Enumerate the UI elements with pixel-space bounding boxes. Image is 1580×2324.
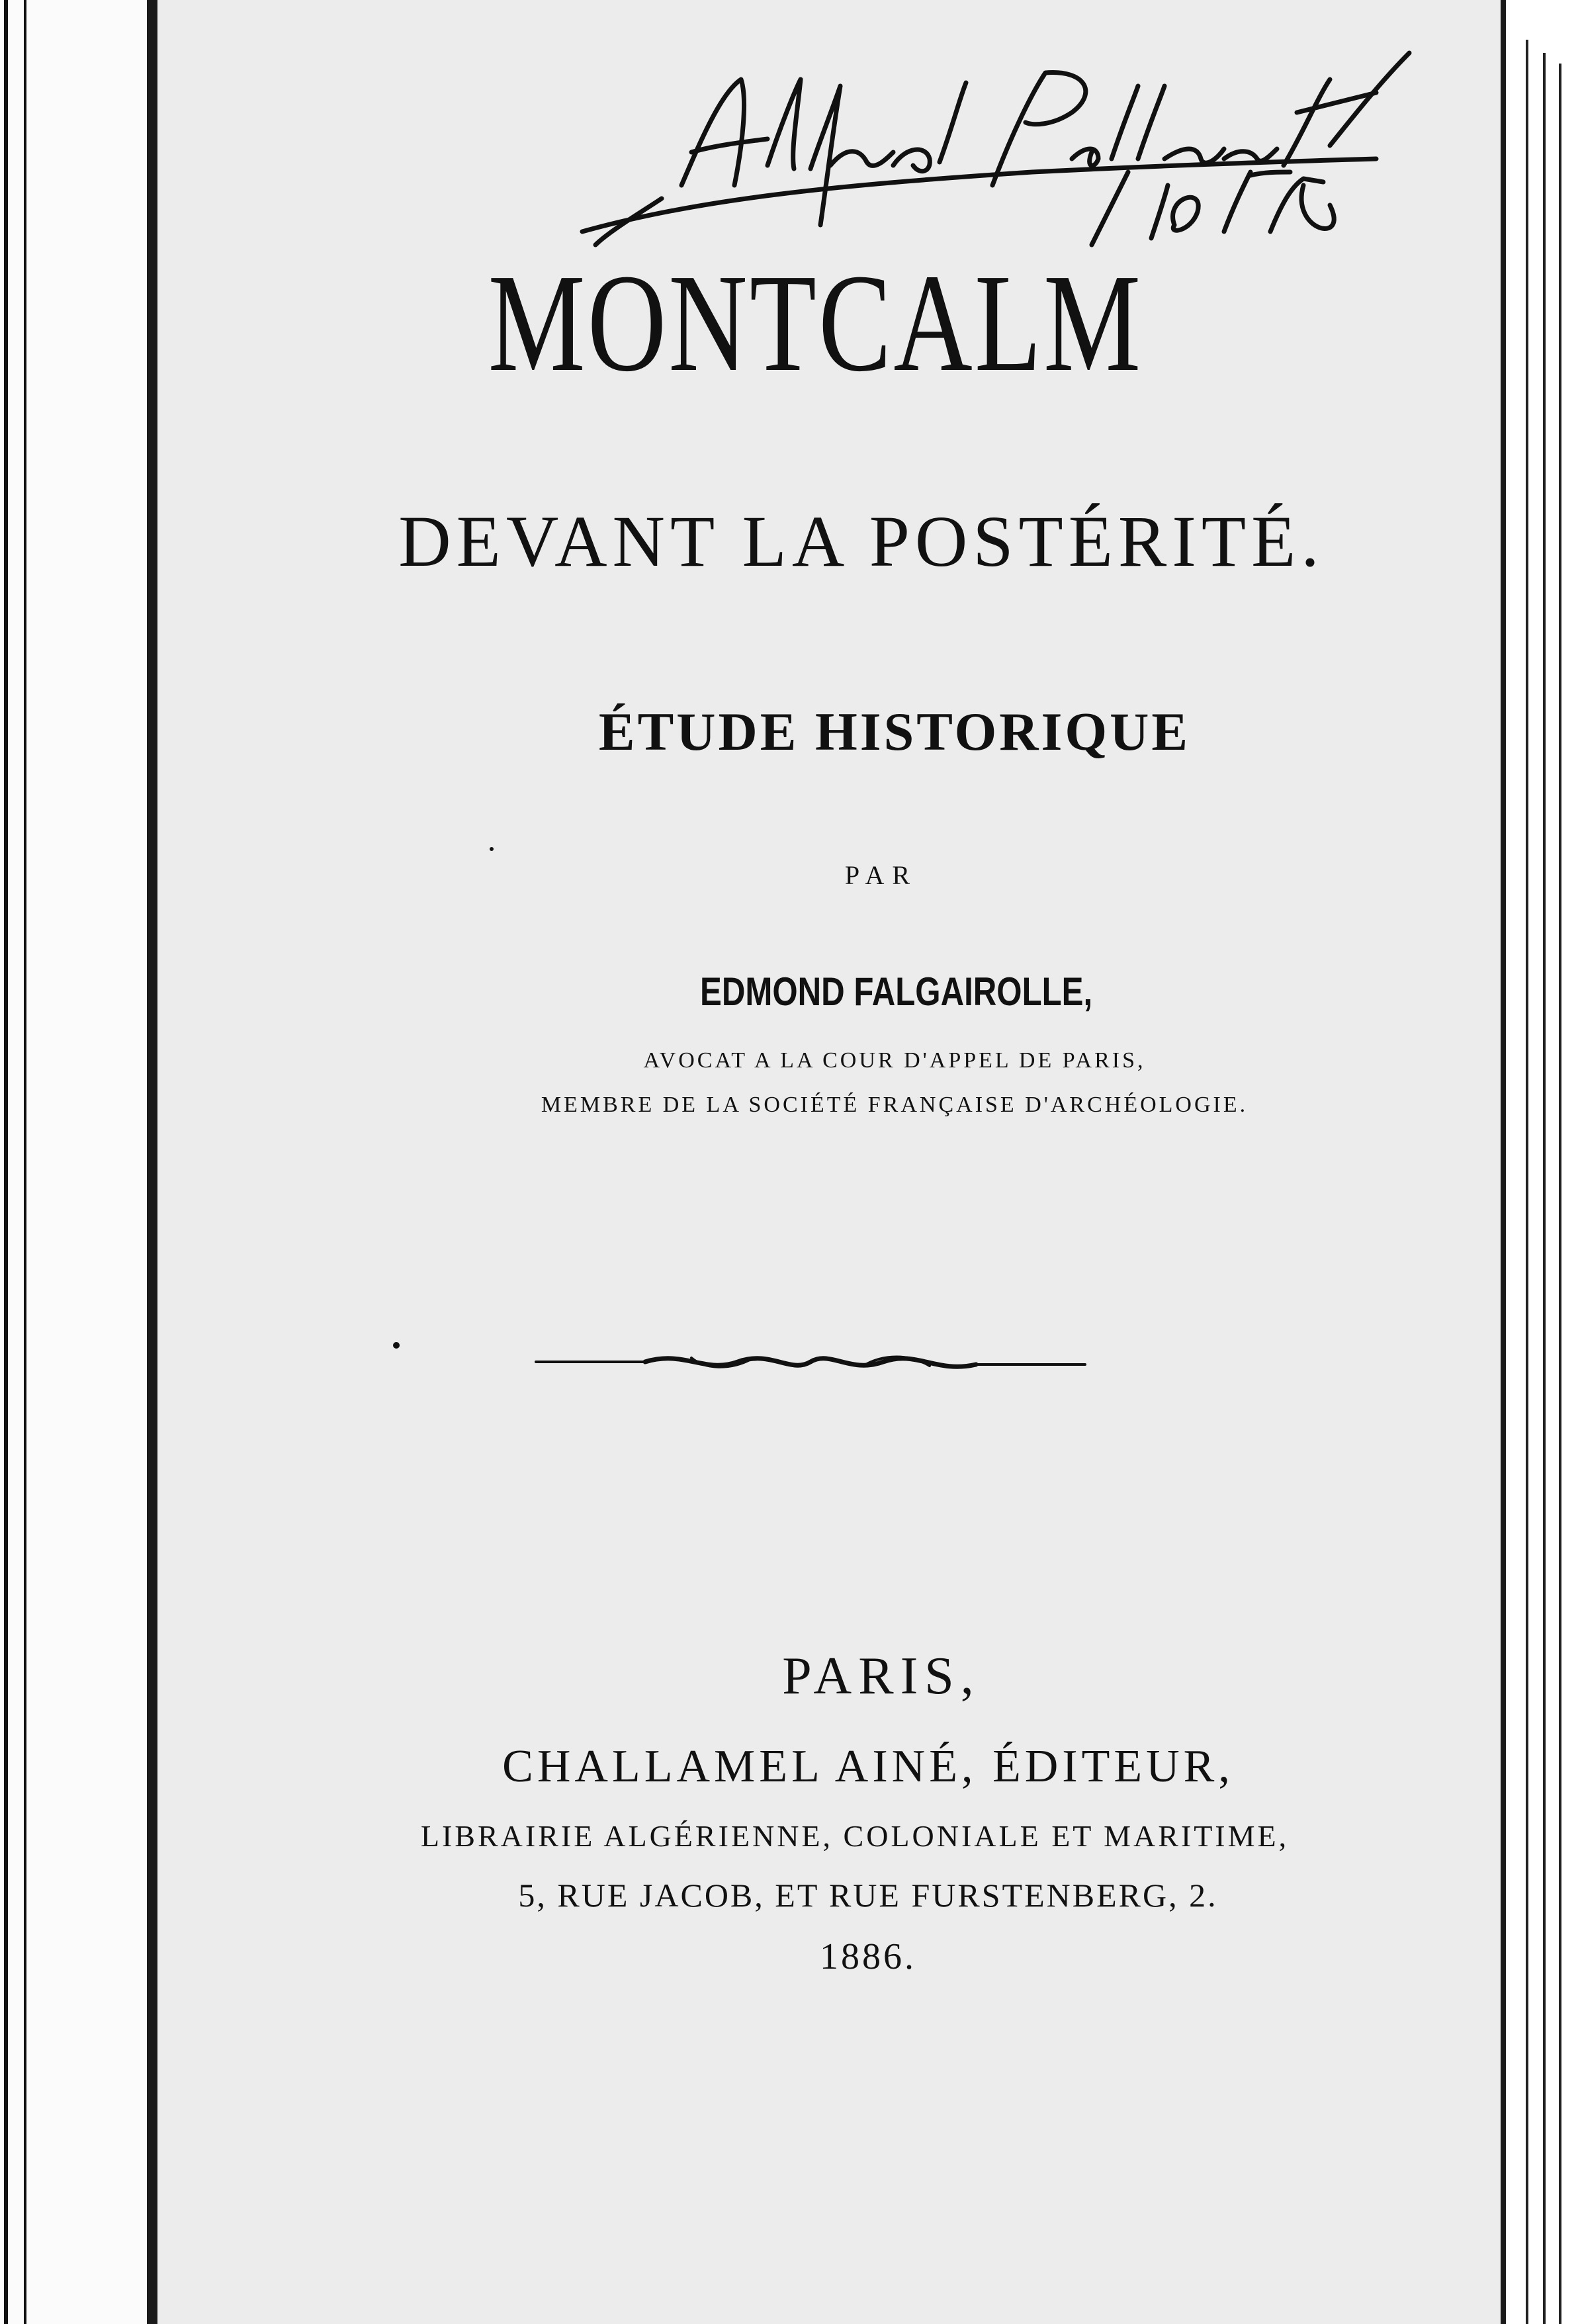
handwritten-signature bbox=[569, 33, 1442, 278]
previous-leaf-edge bbox=[0, 0, 152, 2324]
author-credential: AVOCAT A LA COUR D'APPEL DE PARIS, bbox=[643, 1048, 1146, 1073]
leaf-edge-line bbox=[1559, 64, 1561, 2324]
publication-year: 1886. bbox=[820, 1936, 916, 1977]
author-name: EDMOND FALGAIROLLE, bbox=[700, 969, 1093, 1014]
edge-rule bbox=[4, 0, 8, 2324]
publisher-name: CHALLAMEL AINÉ, ÉDITEUR, bbox=[502, 1741, 1234, 1792]
leaf-edge-line bbox=[1526, 40, 1528, 2324]
decorative-rule-ornament bbox=[533, 1343, 1088, 1383]
author-credential: MEMBRE DE LA SOCIÉTÉ FRANÇAISE D'ARCHÉOLOGIE. bbox=[541, 1093, 1249, 1117]
publisher-address: 5, RUE JACOB, ET RUE FURSTENBERG, 2. bbox=[518, 1877, 1218, 1914]
by-line: PAR bbox=[844, 860, 918, 890]
bookshop-name: LIBRAIRIE ALGÉRIENNE, COLONIALE ET MARITIME, bbox=[420, 1819, 1290, 1853]
scan-speck bbox=[393, 1342, 400, 1349]
genre-line: ÉTUDE HISTORIQUE bbox=[598, 701, 1191, 762]
edge-rule bbox=[24, 0, 26, 2324]
imprint-city: PARIS, bbox=[782, 1647, 981, 1705]
scan-speck bbox=[490, 847, 494, 851]
page-spine-shadow bbox=[147, 0, 157, 2324]
book-title: MONTCALM bbox=[488, 245, 1143, 400]
leaf-edge-line bbox=[1543, 53, 1546, 2324]
book-subtitle: DEVANT LA POSTÉRITÉ. bbox=[398, 501, 1325, 582]
